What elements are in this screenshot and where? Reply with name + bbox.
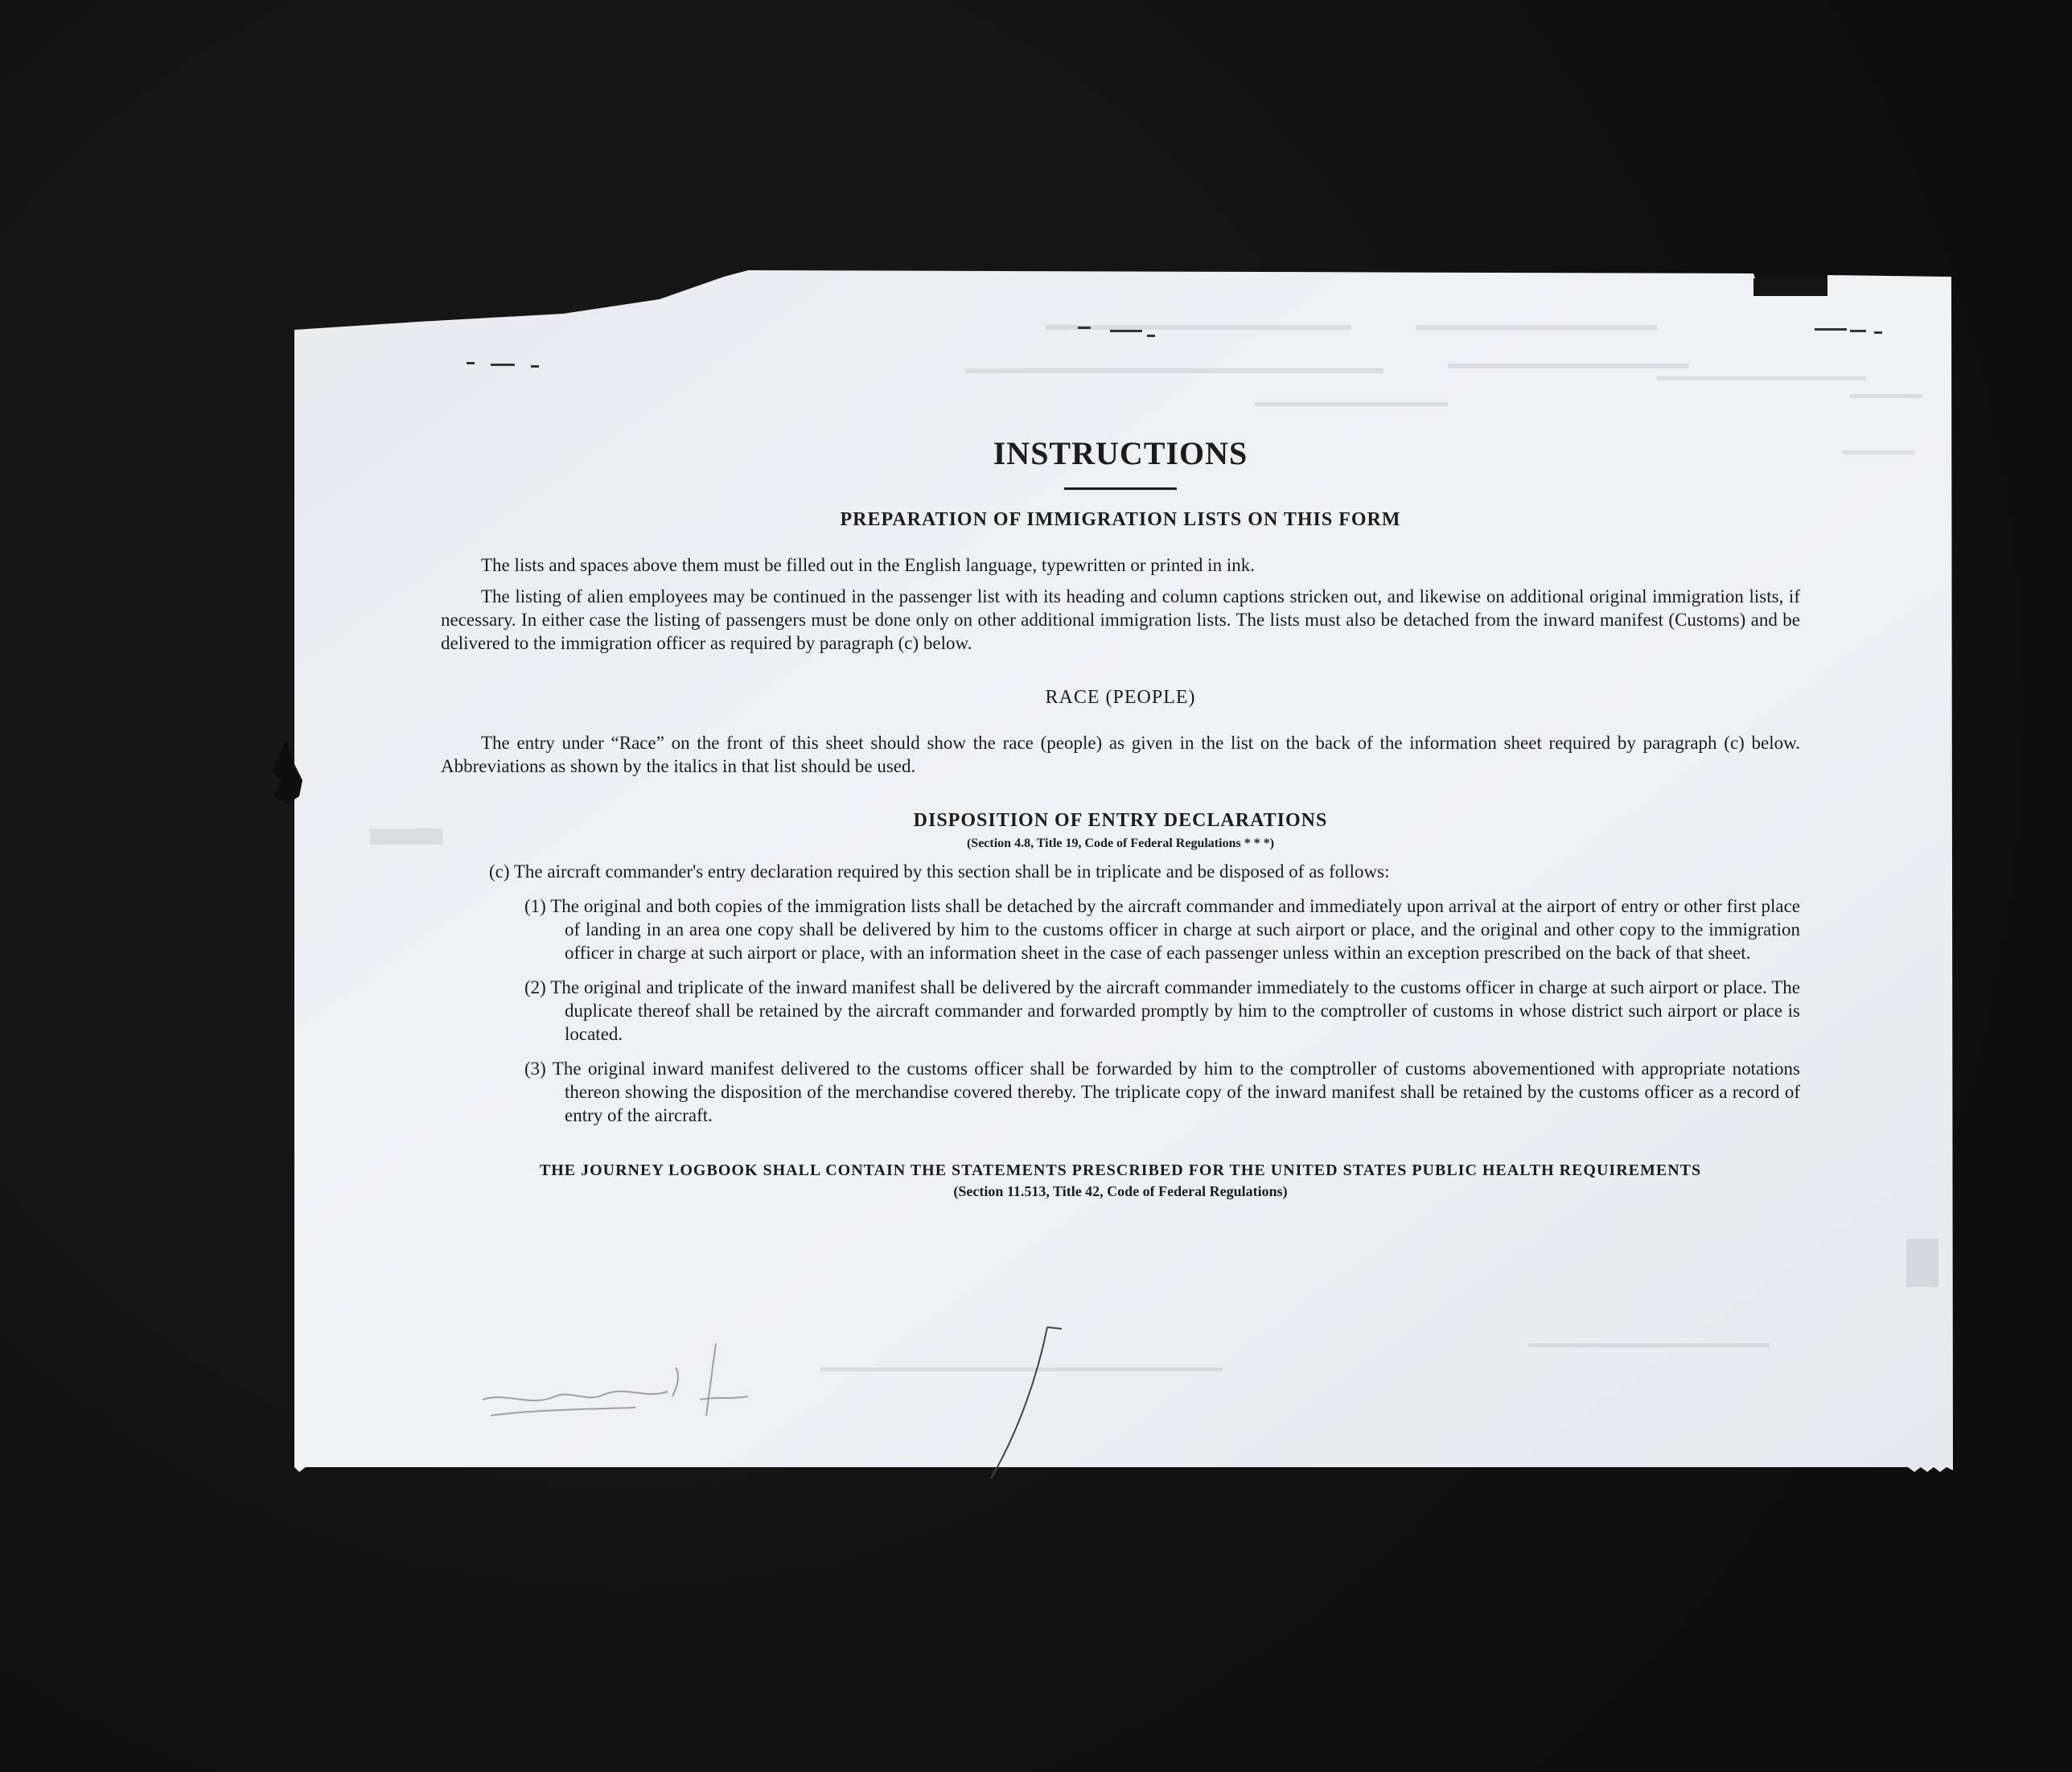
page-title: INSTRUCTIONS (993, 435, 1248, 471)
paragraph-alien-employees: The listing of alien employees may be continued in the passenger list with its heading and column captions stricken out, and likewise on additional original immigration lists, if necessary. In either case the listing of passengers must be done only on other additional immigration lists. The lists must also be detached from the inward manifest (Customs) and be delivered to the immigration officer as required by paragraph (c) below. (441, 586, 1800, 654)
section-heading-race: RACE (PEOPLE) (1045, 687, 1196, 709)
list-item-original-manifest: (3) The original inward manifest delivered to the customs officer shall be forwarded by him to the comptroller of customs abovementioned with appropriate notations thereon showing the disposition of the merchandise covered thereby. The triplicate copy of the inward manifest shall be retained by the customs officer as a record of entry of the aircraft. (524, 1059, 1800, 1126)
instructions-page (441, 434, 1800, 1203)
binding-mark (270, 740, 310, 812)
section-disposition (441, 808, 1800, 1127)
footer-heading: THE JOURNEY LOGBOOK SHALL CONTAIN THE STATEMENTS PRESCRIBED FOR THE UNITED STATES PUBLIC HEALTH REQUIREMENTS (539, 1161, 1702, 1180)
paragraph-race-entry: The entry under “Race” on the front of this sheet should show the race (people) as given in the list on the back of the information sheet required by paragraph (c) below. Abbreviations as shown by the italics in that list should be used. (441, 733, 1800, 777)
footer-health-requirements (441, 1159, 1800, 1202)
paragraph-entry-declaration: (c) The aircraft commander's entry declaration required by this section shall be in triplicate and be disposed of as follows: (489, 861, 1390, 882)
paragraph-lists-language: The lists and spaces above them must be filled out in the English language, typewritten or printed in ink. (481, 555, 1255, 576)
pencil-mark (981, 1319, 1078, 1480)
section-preparation (441, 508, 1800, 655)
section-heading-preparation: PREPARATION OF IMMIGRATION LISTS ON THIS FORM (840, 509, 1401, 530)
title-rule (1064, 487, 1177, 490)
section-race (441, 685, 1800, 778)
handwritten-signature (475, 1319, 796, 1432)
footer-citation: (Section 11.513, Title 42, Code of Federal Regulations) (953, 1183, 1288, 1200)
section-citation-disposition: (Section 4.8, Title 19, Code of Federal Regulations * * *) (966, 836, 1275, 850)
section-heading-disposition: DISPOSITION OF ENTRY DECLARATIONS (913, 810, 1328, 832)
list-item-inward-manifest: (2) The original and triplicate of the inward manifest shall be delivered by the aircraft commander immediately to the customs officer in charge at such airport or place. The duplicate thereof shall be retained by the aircraft commander and forwarded promptly by him to the comptroller of customs in whose district such airport or place is located. (524, 977, 1800, 1045)
list-item-immigration-lists: (1) The original and both copies of the immigration lists shall be detached by the aircraft commander and immediately upon arrival at the airport of entry or other first place of landing in an area one copy shall be delivered by him to the customs officer in charge at such airport or place, and the original and other copy to the immigration officer in charge at such airport or place, with an information sheet in the case of each passenger unless within an exception prescribed on the back of that sheet. (524, 896, 1800, 964)
